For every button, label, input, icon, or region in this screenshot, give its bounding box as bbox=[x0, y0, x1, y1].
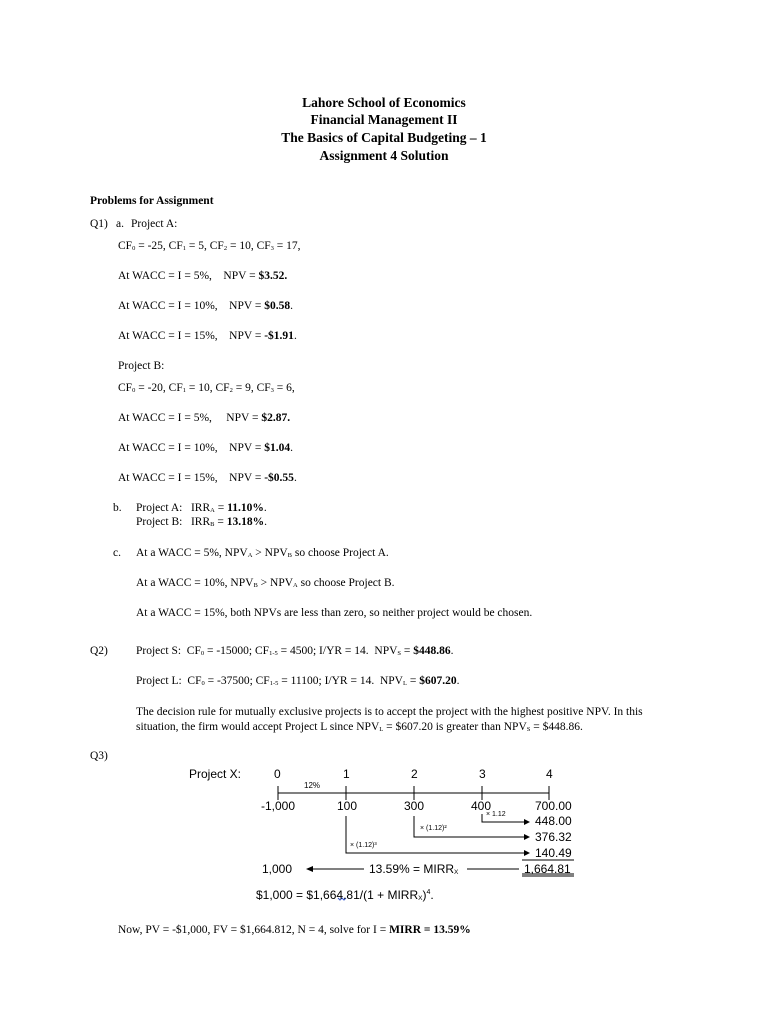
school-title: Lahore School of Economics bbox=[302, 95, 466, 110]
irr-b: Project B: $IRR_B = 13.18\%$. bbox=[136, 516, 267, 528]
final-answer-line: Now, PV = -$1,000, FV = $1,664.812, N = 4, solve for I = MIRR = 13.59% bbox=[118, 924, 471, 936]
period-label: 4 bbox=[546, 767, 553, 781]
project-b-npv-row: At WACC = I = 10%, NPV = $1.04. bbox=[118, 442, 293, 454]
decision-rule-paragraph: The decision rule for mutually exclusive projects is to accept the project with the highest positive NPV. In this situation, the firm would accept Project L since $NPV_L$ = $607.20 is greater than $NPV_S$ = $448.86. bbox=[136, 706, 643, 733]
cashflow-value: 100 bbox=[337, 799, 358, 813]
q2-label: Q2) bbox=[90, 645, 108, 657]
rate-label: 12% bbox=[304, 781, 321, 790]
course-title: Financial Management II bbox=[310, 112, 458, 127]
q1-part-b-label: b. bbox=[113, 502, 122, 514]
period-label: 0 bbox=[274, 767, 281, 781]
cashflow-value: 400 bbox=[471, 799, 492, 813]
q1-part-a-label: a. bbox=[116, 218, 124, 230]
factor-label: × (1.12)² bbox=[420, 825, 447, 832]
project-l-line: Project L: $CF_0 = -37500$; $CF_{1-5} = 11100$; I/YR = 14. $NPV_L$ = $607.20. bbox=[136, 675, 460, 687]
project-s-line: Project S: $CF_0 = -15000$; $CF_{1-5} = 4500$; I/YR = 14. $NPV_S$ = $448.86. bbox=[136, 645, 454, 657]
factor-label: × (1.12)³ bbox=[350, 842, 377, 849]
q1-label: Q1) bbox=[90, 218, 108, 230]
project-a-npv-row: At WACC = I = 15%, NPV = -$1.91. bbox=[118, 330, 297, 342]
project-a-npv-row: At WACC = I = 10%, NPV = $0.58. bbox=[118, 300, 293, 312]
mirr-label: $13.59\% = MIRR_X$ bbox=[369, 862, 459, 876]
assignment-title: Assignment 4 Solution bbox=[319, 148, 449, 163]
cashflow-value: 700.00 bbox=[535, 799, 572, 813]
project-b-title: Project B: bbox=[118, 360, 165, 372]
part-c-line: At a WACC = 10%, $NPV_B > NPV_A$ so choose Project B. bbox=[136, 577, 395, 589]
total-fv-value: 1,664.81 bbox=[524, 862, 571, 876]
part-c-line: At a WACC = 5%, $NPV_A > NPV_B$ so choose Project A. bbox=[136, 547, 389, 559]
project-x-label: Project X: bbox=[189, 767, 242, 781]
cashflow-value: -1,000 bbox=[261, 799, 296, 813]
project-a-cashflows: $CF_0 = -25$, $CF_1 = 5$, $CF_2 = 10$, $CF_3 = 17$, bbox=[118, 240, 301, 252]
compounded-value: 448.00 bbox=[535, 814, 572, 828]
factor-label: × 1.12 bbox=[486, 811, 506, 818]
project-b-npv-row: At WACC = I = 15%, NPV = -$0.55. bbox=[118, 472, 297, 484]
arrowhead bbox=[524, 819, 530, 825]
period-label: 1 bbox=[343, 767, 350, 781]
project-a-title: Project A: bbox=[131, 218, 178, 230]
arrowhead bbox=[524, 850, 530, 856]
compounded-value: 376.32 bbox=[535, 830, 572, 844]
period-label: 2 bbox=[411, 767, 418, 781]
q1-part-c-label: c. bbox=[113, 547, 121, 559]
period-label: 3 bbox=[479, 767, 486, 781]
pv-value: 1,000 bbox=[262, 862, 293, 876]
project-b-npv-row: At WACC = I = 5%, NPV = $2.87. bbox=[118, 412, 291, 424]
q3-label: Q3) bbox=[90, 750, 108, 762]
part-c-line: At a WACC = 15%, both NPVs are less than zero, so neither project would be chosen. bbox=[136, 607, 533, 619]
topic-title: The Basics of Capital Budgeting – 1 bbox=[281, 130, 487, 145]
arrowhead bbox=[524, 834, 530, 840]
mirr-equation: $1,000 = $1,664.81/(1 + $MIRR_X)^4$. bbox=[256, 888, 434, 902]
project-b-cashflows: $CF_0 = -20$, $CF_1 = 10$, $CF_2 = 9$, $CF_3 = 6$, bbox=[118, 382, 295, 394]
cashflow-value: 300 bbox=[404, 799, 425, 813]
arrowhead bbox=[306, 866, 313, 872]
irr-a: Project A: $IRR_A = 11.10\%$. bbox=[136, 502, 267, 514]
compounded-value: 140.49 bbox=[535, 846, 572, 860]
section-title: Problems for Assignment bbox=[90, 195, 214, 207]
project-a-npv-row: At WACC = I = 5%, NPV = $3.52. bbox=[118, 270, 288, 282]
